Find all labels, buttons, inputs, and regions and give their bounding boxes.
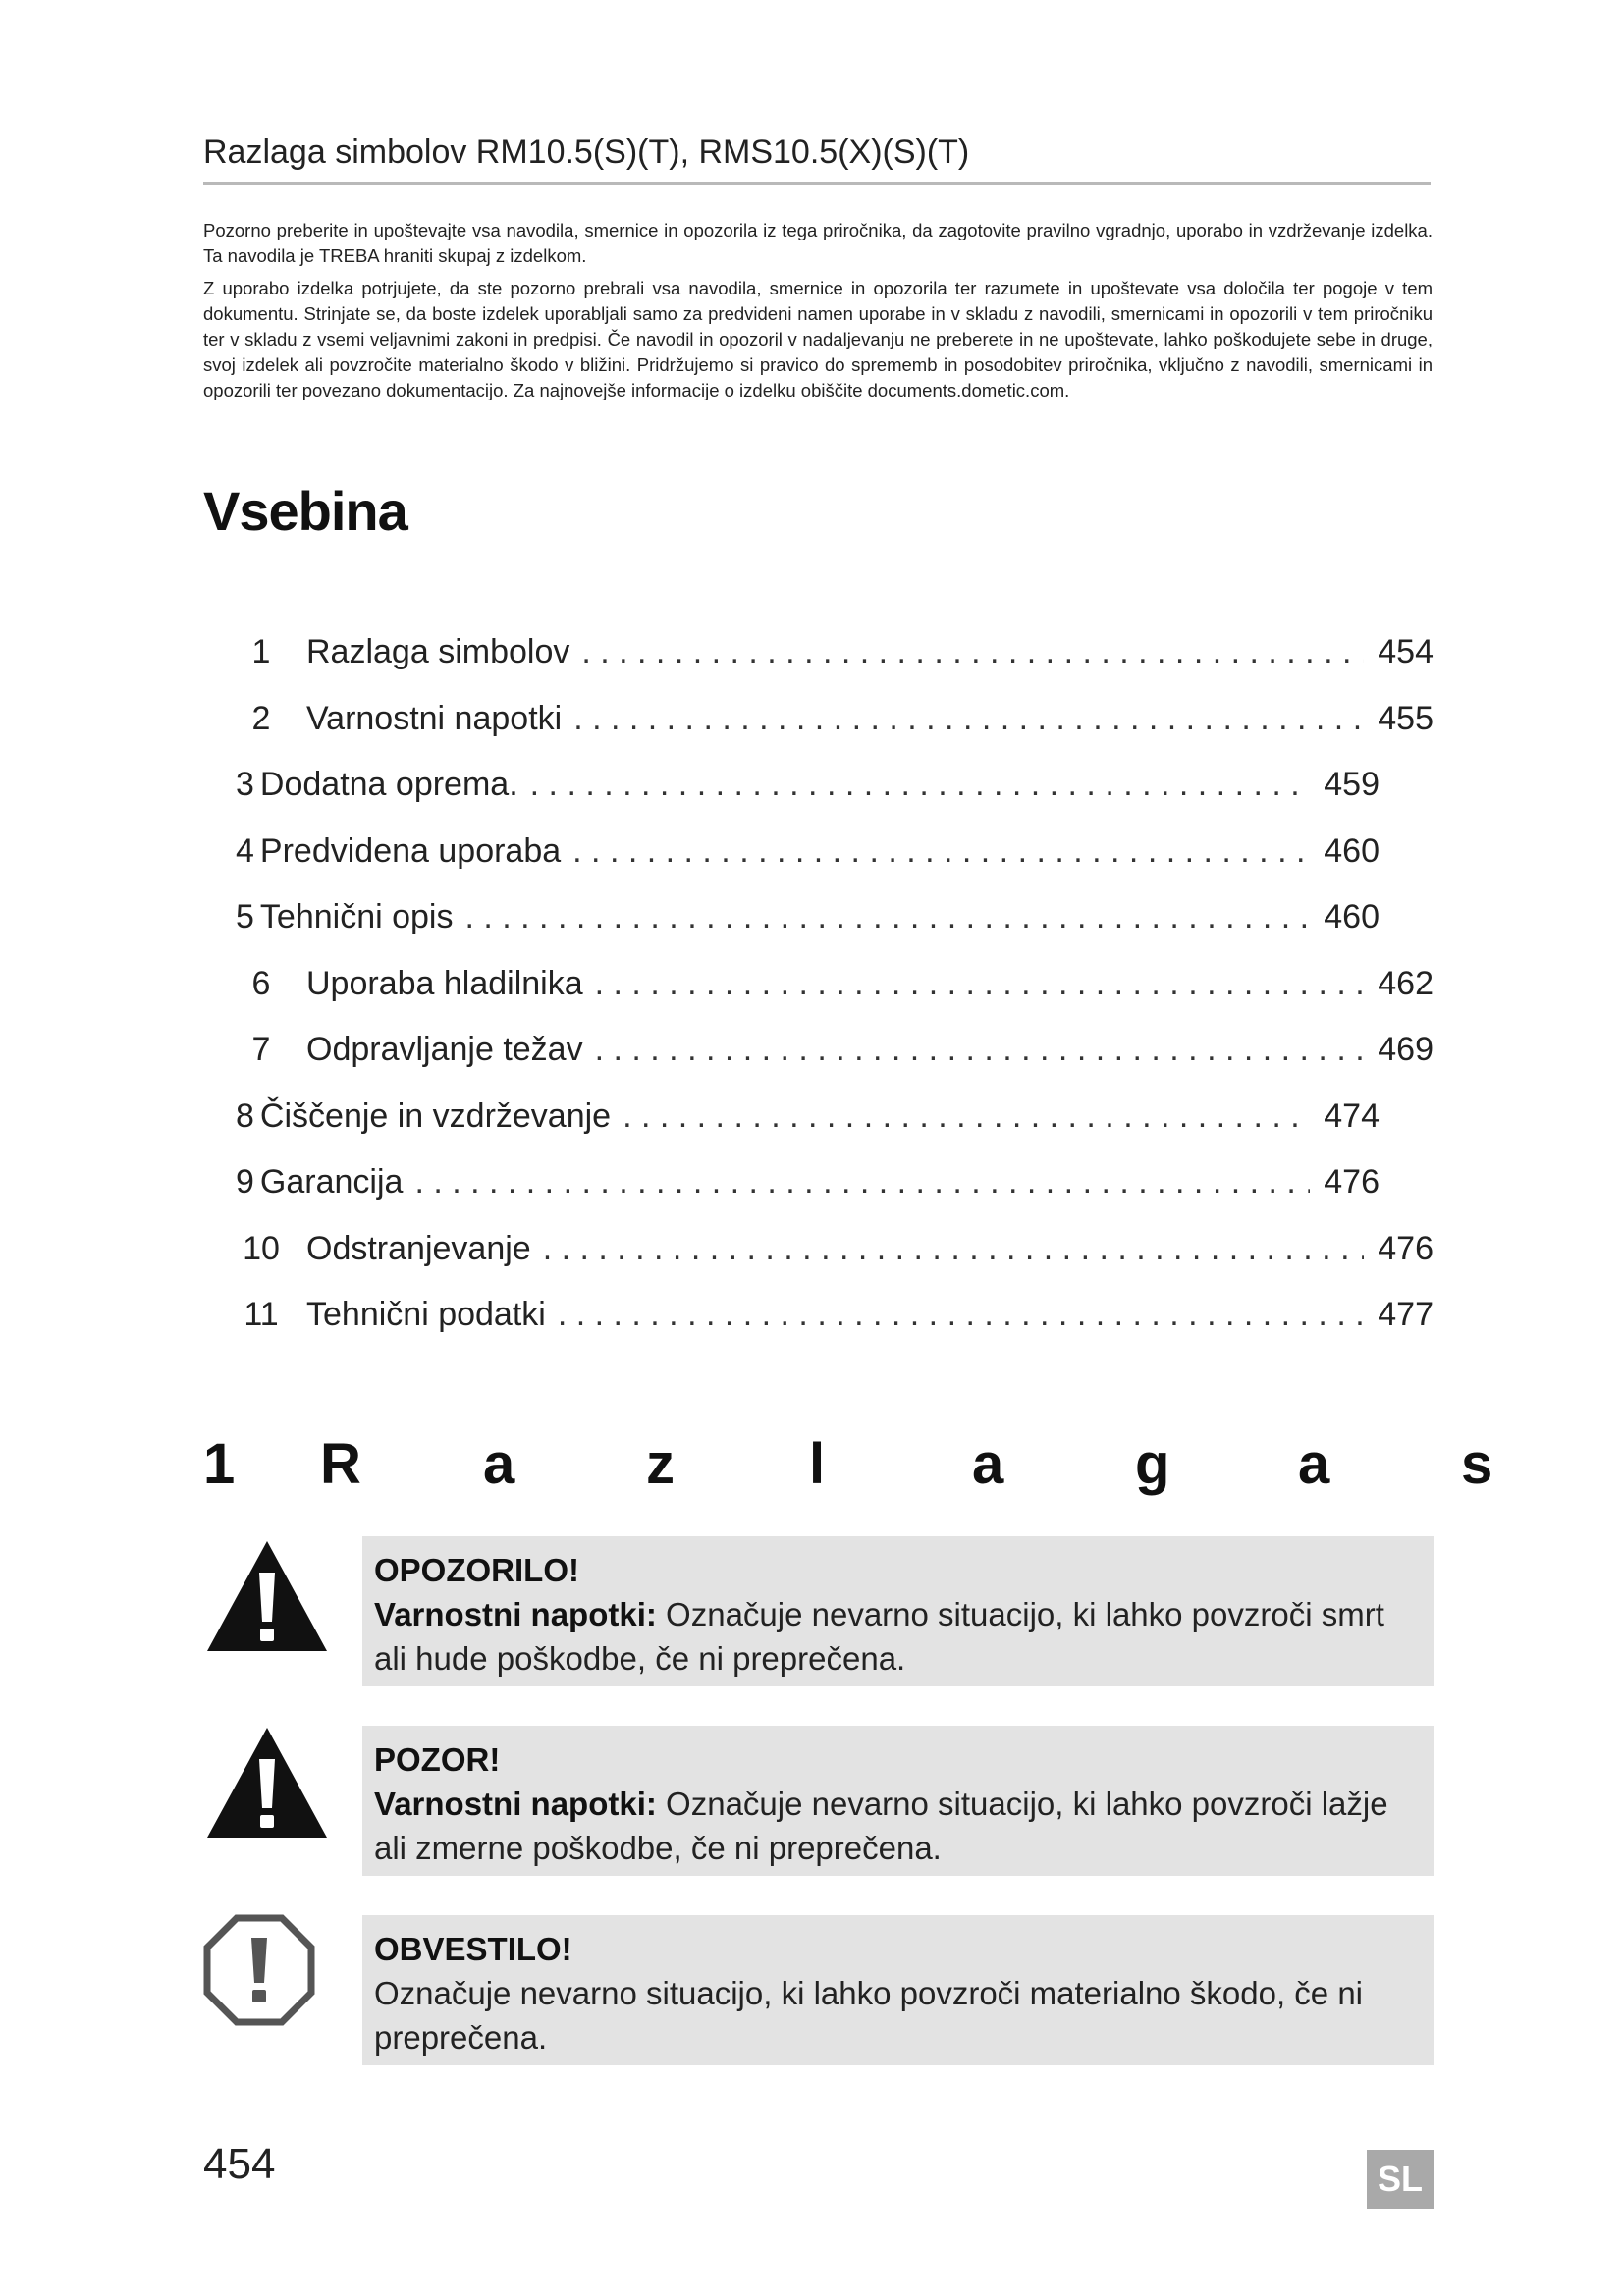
toc-entry-title: Tehnični podatki <box>306 1296 546 1333</box>
notice-notice <box>362 1915 1434 2065</box>
section-title-letter: a <box>483 1432 515 1496</box>
toc-entry[interactable] <box>216 700 1434 767</box>
toc-entry-title: Uporaba hladilnika <box>306 964 583 1002</box>
toc-entry-number: 1 <box>251 633 271 670</box>
intro-paragraph: Pozorno preberite in upoštevajte vsa navodila, smernice in opozorila iz tega priročnika, da zagotovite pravilno vgradnjo, uporabo in vzdrževanje izdelka. Ta navodila je TREBA hraniti skupaj z izdelkom. <box>203 220 1433 266</box>
toc-entry[interactable] <box>216 898 1434 965</box>
toc-entry-title: Varnostni napotki <box>306 699 563 737</box>
intro-paragraph: Z uporabo izdelka potrjujete, da ste pozorno prebrali vsa navodila, smernice in opozorila ter razumete in upoštevate vsa določila ter pogoje v tem dokumentu. Strinjate se, da boste izdelek uporabljali samo za predvideni namen uporabe in v skladu z navodili, smernicami in opozorili v tem priročniku ter v skladu z vsemi veljavnimi zakoni in predpisi. Če navodil in opozoril v nadaljevanju ne preberete in ne upoštevate, lahko poškodujete sebe in druge, svoj izdelek ali povzročite materialno škodo v bližini. Pridržujemo si pravico do sprememb in posodobitev priročnika, vključno z navodili, smernicami in opozorili ter povezano dokumentacijo. Za najnovejše informacije o izdelku obiščite documents.dometic.com. <box>203 278 1433 400</box>
toc-entry-title: Garancija <box>259 1163 404 1201</box>
warning-notice <box>362 1536 1434 1686</box>
section-title-letter: z <box>646 1432 675 1496</box>
toc-entry-page: 460 <box>1324 831 1380 870</box>
toc-entry-title: Razlaga simbolov <box>306 633 570 670</box>
language-badge: SL <box>1367 2150 1434 2209</box>
toc-entry-page: 476 <box>1324 1163 1380 1201</box>
toc-entry[interactable] <box>216 832 1434 899</box>
toc-entry[interactable] <box>216 1097 1434 1164</box>
toc-entry-title: Dodatna oprema. <box>259 766 518 803</box>
toc-entry-page: 454 <box>1378 633 1434 670</box>
notice-lead: Varnostni napotki: <box>374 1786 657 1822</box>
toc-entry-number: 5 <box>236 898 254 935</box>
toc-entry-title: Predvidena uporaba <box>259 831 562 870</box>
section-title <box>320 1431 1624 1497</box>
toc-entry-page: 455 <box>1378 699 1434 737</box>
dot-leader <box>595 1031 1365 1069</box>
toc-entry-number: 9 <box>236 1163 254 1201</box>
section-number: 1 <box>203 1432 236 1496</box>
toc-entry-number: 3 <box>236 766 254 803</box>
section-title-letter: R <box>320 1432 361 1496</box>
notice-label: OPOZORILO! <box>374 1552 579 1588</box>
toc-entry-number: 7 <box>251 1031 271 1068</box>
dot-leader <box>623 1097 1310 1136</box>
toc-entry-page: 474 <box>1324 1096 1380 1135</box>
toc-entry-title: Čiščenje in vzdrževanje <box>259 1096 612 1135</box>
section-title-letter: l <box>809 1432 826 1496</box>
caution-triangle-icon <box>203 1724 331 1842</box>
notice-label: OBVESTILO! <box>374 1931 572 1967</box>
toc-entry-number: 2 <box>251 699 271 737</box>
notice-label: POZOR! <box>374 1741 501 1778</box>
notice-octagon-icon <box>203 1914 315 2026</box>
toc-entry-page: 462 <box>1378 964 1434 1002</box>
toc-entry-page: 469 <box>1378 1031 1434 1068</box>
warning-triangle-icon <box>203 1537 331 1655</box>
toc-entry-page: 459 <box>1324 766 1380 803</box>
dot-leader <box>572 832 1310 871</box>
table-of-contents <box>216 633 1434 1362</box>
section-title-letter: a <box>972 1432 1004 1496</box>
notice-lead: Varnostni napotki: <box>374 1596 657 1632</box>
running-header: Razlaga simbolov RM10.5(S)(T), RMS10.5(X)(S)(T) <box>203 133 1431 185</box>
toc-entry-number: 4 <box>236 831 254 870</box>
dot-leader <box>558 1296 1364 1334</box>
section-heading <box>203 1431 1624 1497</box>
section-title-letter: s <box>1461 1432 1493 1496</box>
dot-leader <box>530 766 1311 804</box>
section-title-letter: a <box>1298 1432 1330 1496</box>
toc-entry[interactable] <box>216 1031 1434 1097</box>
toc-entry-page: 460 <box>1324 898 1380 935</box>
notice-text: Označuje nevarno situacijo, ki lahko povzroči smrt ali hude poškodbe, če ni preprečena. <box>374 1596 1384 1677</box>
dot-leader <box>573 700 1364 738</box>
toc-entry-title: Odpravljanje težav <box>306 1031 583 1068</box>
toc-entry[interactable] <box>216 766 1434 832</box>
caution-notice <box>362 1726 1434 1876</box>
dot-leader <box>414 1163 1310 1201</box>
dot-leader <box>595 965 1365 1003</box>
intro-text <box>203 218 1433 410</box>
notice-text: Označuje nevarno situacijo, ki lahko povzroči materialno škodo, če ni preprečena. <box>374 1975 1364 2056</box>
toc-entry[interactable] <box>216 965 1434 1032</box>
page-number: 454 <box>203 2140 276 2188</box>
toc-entry-title: Odstranjevanje <box>306 1229 531 1267</box>
toc-entry-number: 11 <box>244 1296 279 1333</box>
toc-entry-page: 476 <box>1378 1229 1434 1267</box>
toc-entry[interactable] <box>216 1163 1434 1230</box>
toc-entry-number: 8 <box>236 1096 254 1135</box>
toc-entry[interactable] <box>216 1296 1434 1362</box>
dot-leader <box>581 633 1364 671</box>
section-title-letter: g <box>1135 1432 1170 1496</box>
notice-text: Označuje nevarno situacijo, ki lahko povzroči lažje ali zmerne poškodbe, če ni preprečena. <box>374 1786 1388 1866</box>
toc-entry[interactable] <box>216 1230 1434 1297</box>
toc-entry-page: 477 <box>1378 1296 1434 1333</box>
toc-entry-number: 10 <box>243 1229 280 1267</box>
toc-entry[interactable] <box>216 633 1434 700</box>
dot-leader <box>464 898 1310 936</box>
dot-leader <box>543 1230 1365 1268</box>
toc-entry-title: Tehnični opis <box>259 898 454 935</box>
contents-heading: Vsebina <box>203 480 407 542</box>
toc-entry-number: 6 <box>251 964 271 1002</box>
